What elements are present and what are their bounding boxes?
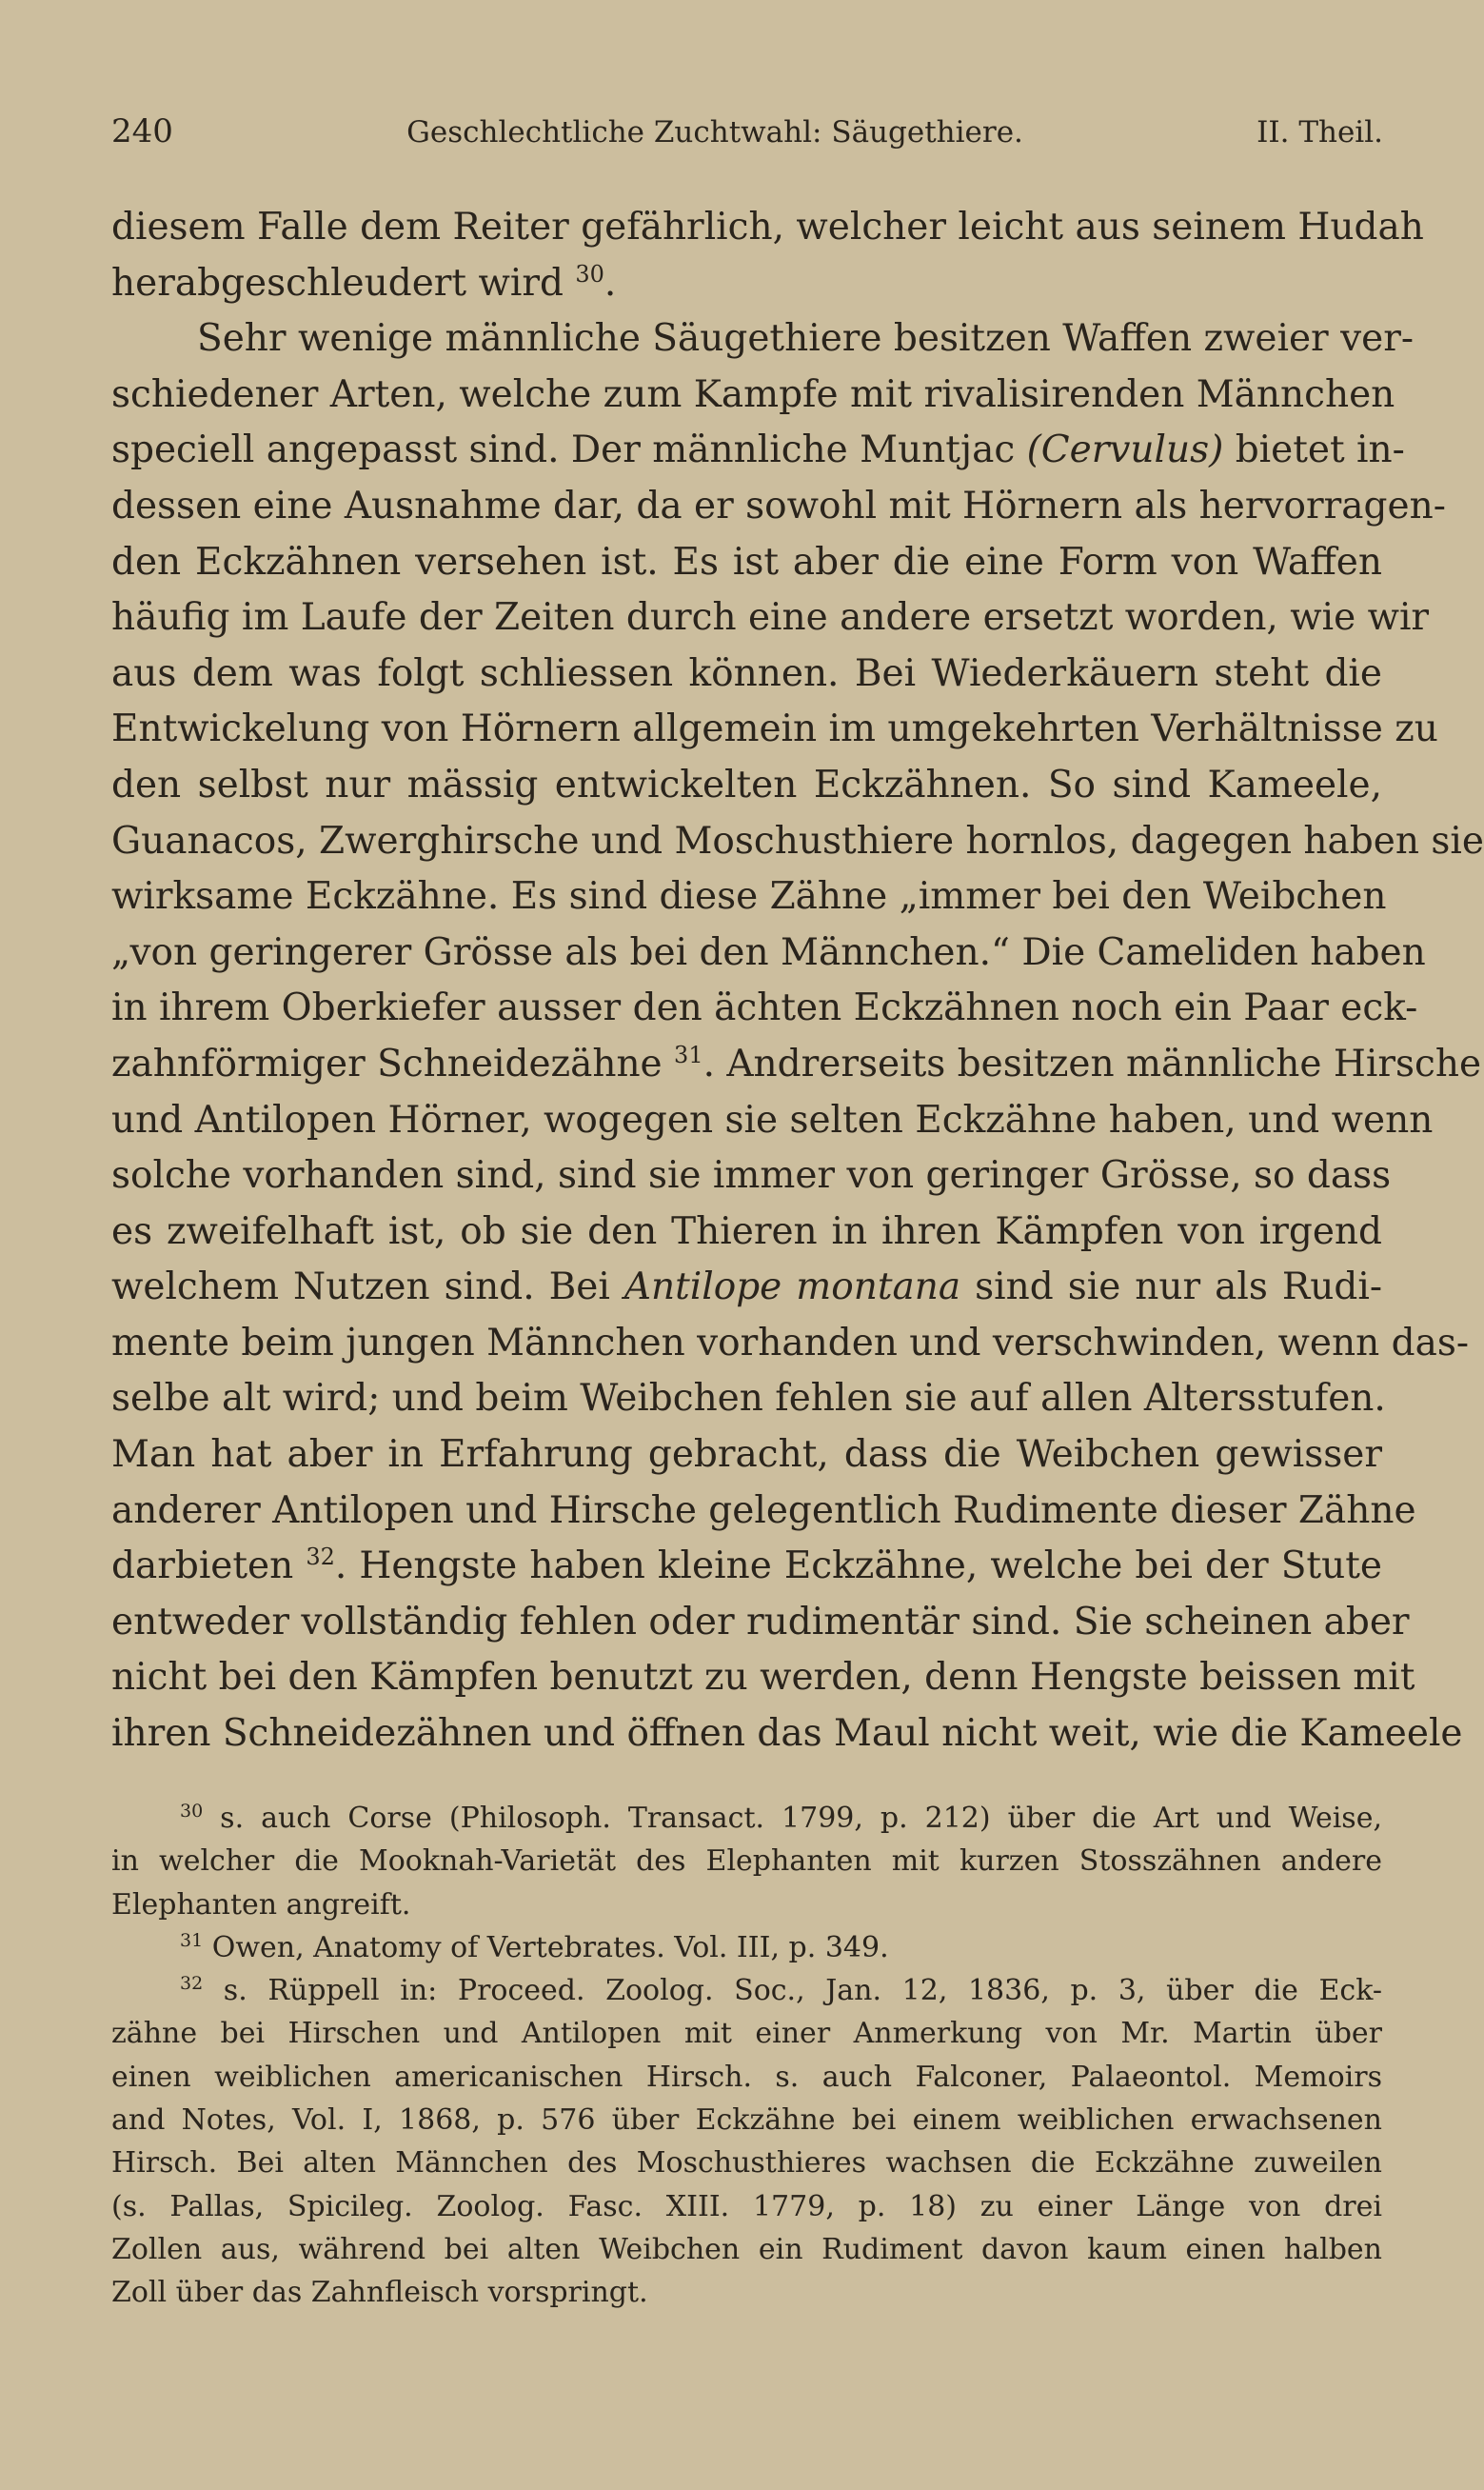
footnote-number: 31 [180,1929,204,1951]
footnote-line-text: Elephanten angreift. [111,1887,411,1922]
text-line [111,1260,1382,1316]
text-line-text: darbieten [111,1544,307,1588]
text-line-text: selbe alt wird; und beim Weibchen fehlen sie auf allen Altersstufen. [111,1377,1386,1421]
footnote-line [111,1840,1382,1882]
footnote-line-text: Zoll über das Zahnfleisch vorspringt. [111,2276,648,2310]
text-line-text: speciell angepasst sind. Der männliche Muntjac [111,428,1027,472]
text-line [111,758,1382,814]
text-line-text: diesem Falle dem Reiter gefährlich, welcher leicht aus seinem Hudah [111,206,1424,249]
text-line [111,311,1415,368]
text-line [111,1595,1410,1651]
footnote-line [111,2012,1382,2055]
text-line [111,1205,1382,1261]
text-line-text: den selbst nur mässig entwickelten Eckzähnen. So sind Kameele, [111,763,1382,807]
footnote-line [111,2228,1382,2271]
text-line-text: „von geringerer Grösse als bei den Männchen.“ Die Cameliden haben [111,930,1426,974]
text-line-text: schiedener Arten, welche zum Kampfe mit rivalisirenden Männchen [111,372,1395,416]
main-text [111,200,1484,1763]
text-line-text: sind sie nur als Rudi- [960,1265,1382,1309]
running-title: Geschlechtliche Zuchtwahl: Säugethiere. [406,115,1023,149]
text-line [111,1427,1382,1484]
footnote-line-text: and Notes, Vol. I, 1868, p. 576 über Eckzähne bei einem weiblichen erwachsenen [111,2103,1382,2138]
text-line [111,1371,1386,1427]
text-line [111,1706,1463,1763]
text-line [111,1093,1434,1149]
footnote-line [111,2056,1382,2099]
text-line [111,1316,1470,1372]
text-line [111,647,1382,703]
footnote-line [111,1883,1382,1926]
footnote-line-text: s. auch Corse (Philosoph. Transact. 1799, p. 212) über die Art und Weise, [203,1802,1382,1835]
text-line-text: Entwickelung von Hörnern allgemein im umgekehrten Verhältnisse zu [111,707,1438,751]
text-line-text: . Hengste haben kleine Eckzähne, welche bei der Stute [334,1544,1382,1588]
text-line-text: den Eckzähnen versehen ist. Es ist aber die eine Form von Waffen [111,540,1382,584]
text-line [111,1539,1382,1595]
footnote-line-text: zähne bei Hirschen und Antilopen mit einer Anmerkung von Mr. Martin über [111,2017,1382,2051]
text-line-text: aus dem was folgt schliessen können. Bei Wiederkäuern steht die [111,651,1382,695]
text-line-text: . Andrerseits besitzen männliche Hirsche [702,1042,1482,1086]
text-line-text: welchem Nutzen sind. Bei [111,1265,624,1309]
text-line [111,1650,1415,1706]
footnote-line [111,1926,1382,1969]
page-number: 240 [111,112,173,150]
footnote-line [111,1969,1382,2012]
text-line-text: und Antilopen Hörner, wogegen sie selten Eckzähne haben, und wenn [111,1098,1434,1142]
text-line-text: es zweifelhaft ist, ob sie den Thieren in ihren Kämpfen von irgend [111,1209,1382,1253]
footnote-line-text: einen weiblichen americanischen Hirsch. s. auch Falconer, Palaeontol. Memoirs [111,2060,1382,2094]
part-label: II. Theil. [1256,115,1383,149]
footnote-reference[interactable]: 31 [674,1041,703,1068]
text-line-text: mente beim jungen Männchen vorhanden und verschwinden, wenn das- [111,1321,1470,1365]
text-line-text: Guanacos, Zwerghirsche und Moschusthiere hornlos, dagegen haben sie [111,819,1484,863]
footnote-line [111,2271,1382,2314]
footnote-reference[interactable]: 30 [575,260,604,288]
text-line [111,423,1405,479]
text-line-text: anderer Antilopen und Hirsche gelegentlich Rudimente dieser Zähne [111,1488,1416,1532]
footnote-line-text: in welcher die Mooknah-Varietät des Elephanten mit kurzen Stosszähnen andere [111,1844,1382,1879]
text-line-text: dessen eine Ausnahme dar, da er sowohl mit Hörnern als hervorragen- [111,484,1446,528]
text-line-text: wirksame Eckzähne. Es sind diese Zähne „immer bei den Weibchen [111,875,1387,919]
text-line [111,1148,1392,1205]
footnote-line-text: (s. Pallas, Spicileg. Zoolog. Fasc. XIII. 1779, p. 18) zu einer Länge von drei [111,2189,1382,2223]
footnote-reference[interactable]: 32 [306,1544,335,1571]
text-line [111,256,1382,312]
footnote-line-text: Hirsch. Bei alten Männchen des Moschusthieres wachsen die Eckzähne zuweilen [111,2146,1382,2181]
footnote-line-text: s. Rüppell in: Proceed. Zoolog. Soc., Jan. 12, 1836, p. 3, über die Eck- [203,1974,1382,2008]
text-line [111,926,1426,982]
text-line-text: nicht bei den Kämpfen benutzt zu werden, denn Hengste beissen mit [111,1656,1415,1700]
text-line [111,869,1387,926]
italic-term: Antilope montana [623,1265,961,1309]
text-line [111,981,1418,1037]
text-line-text: . [603,261,617,305]
text-line [111,702,1438,758]
text-line-text: Sehr wenige männliche Säugethiere besitzen Waffen zweier ver- [197,317,1415,361]
footnote-line-text: Zollen aus, während bei alten Weibchen ein Rudiment davon kaum einen halben [111,2232,1382,2266]
italic-term: (Cervulus) [1026,428,1224,472]
footnote-number: 30 [180,1801,204,1822]
text-line-text: häufig im Laufe der Zeiten durch eine andere ersetzt worden, wie wir [111,596,1430,640]
footnote-line [111,2099,1382,2141]
text-line [111,479,1446,535]
text-line-text: bietet in- [1223,428,1405,472]
text-line-text: zahnförmiger Schneidezähne [111,1042,675,1086]
text-line-text: entweder vollständig fehlen oder rudimentär sind. Sie scheinen aber [111,1600,1410,1643]
text-line [111,814,1484,870]
text-line [111,535,1382,591]
text-line [111,200,1424,256]
text-line-text: ihren Schneidezähnen und öffnen das Maul nicht weit, wie die Kameele [111,1712,1463,1756]
footnote-number: 32 [180,1973,204,1995]
text-line [111,1484,1416,1540]
text-line [111,590,1430,647]
text-line [111,368,1395,424]
footnotes [111,1797,1382,2315]
footnote-line-text: Owen, Anatomy of Vertebrates. Vol. III, p. 349. [203,1930,889,1964]
text-line [111,1037,1482,1093]
text-line-text: herabgeschleudert wird [111,261,576,305]
text-line-text: Man hat aber in Erfahrung gebracht, dass die Weibchen gewisser [111,1433,1382,1477]
text-line-text: in ihrem Oberkiefer ausser den ächten Eckzähnen noch ein Paar eck- [111,986,1418,1030]
footnote-line [111,2141,1382,2184]
text-line-text: solche vorhanden sind, sind sie immer von geringer Grösse, so dass [111,1154,1392,1198]
footnote-line [111,1797,1382,1840]
page-header [111,112,1383,160]
footnote-line [111,2185,1382,2228]
